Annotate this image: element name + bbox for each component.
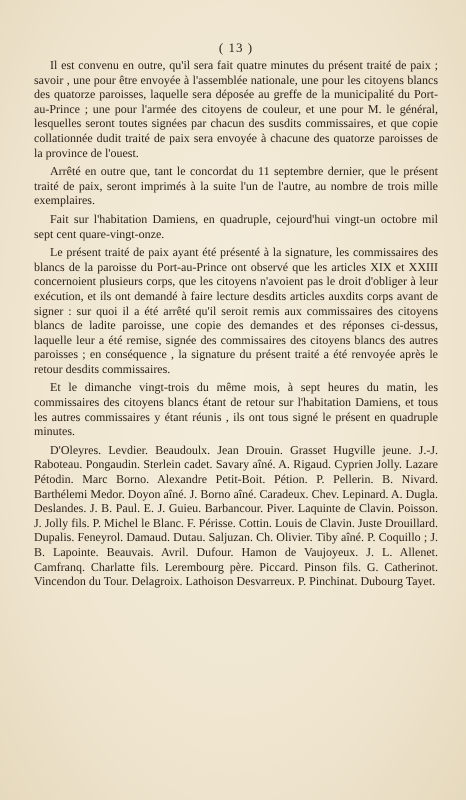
- paragraph-signing: Et le dimanche vingt-trois du même mois, à sept heures du matin, les commissaires des citoyens blancs étant de retour sur l'habitation Damiens, et tous les autres commissaires y étant réunis , ils ont tous signé le présent en quadruple minutes.: [34, 380, 438, 439]
- signatories-list: D'Oleyres. Levdier. Beaudoulx. Jean Drouin. Grasset Hugville jeune. J.-J. Raboteau. Pongaudin. Sterlein cadet. Savary aîné. A. Rigaud. Cyprien Jolly. Lazare Pétodin. Marc Borno. Alexandre Petit-Boit. Pétion. P. Pellerin. B. Nivard. Barthélemi Medor. Doyon aîné. J. Borno aîné. Caradeux. Chev. Lepinard. A. Dugla. Deslandes. J. B. Paul. E. J. Guieu. Barbancour. Piver. Laquinte de Clavin. Poisson. J. Jolly fils. P. Michel le Blanc. F. Périsse. Cottin. Louis de Clavin. Juste Drouillard. Dupalis. Feneyrol. Damaud. Dutau. Saljuzan. Ch. Olivier. Tiby aîné. P. Coquillo ; J. B. Lapointe. Beauvais. Avril. Dufour. Hamon de Vaujoyeux. J. L. Allenet. Camfranq. Charlatte fils. Lerembourg père. Piccard. Pinson fils. G. Catherinot. Vincendon du Tour. Delagroix. Lathoison Desvarreux. P. Pinchinat. Dubourg Tayet.: [34, 442, 438, 589]
- paragraph-minutes: Il est convenu en outre, qu'il sera fait quatre minutes du présent traité de paix ; savoir , une pour être envoyée à l'assemblée nationale, une pour les citoyens blancs des quatorze paroisses, laquelle sera déposée au greffe de la municipalité du Port-au-Prince ; une pour l'armée des citoyens de couleur, et une pour M. le général, lesquelles seront toutes signées par chacun des susdits commissaires, et que copie collationnée dudit traité de paix sera envoyée à chacune des quatorze paroisses de la province de l'ouest.: [34, 58, 438, 160]
- paragraph-date: Fait sur l'habitation Damiens, en quadruple, cejourd'hui vingt-un octobre mil sept cent quare-vingt-onze.: [34, 211, 438, 241]
- paragraph-signature-deferral: Le présent traité de paix ayant été présenté à la signature, les commissaires des blancs de la paroisse du Port-au-Prince ont observé que les articles XIX et XXIII concernoient plusieurs corps, que les citoyens n'avoient pas le droit d'obliger à leur exécution, et ils ont demandé à faire lecture desdits articles auxdits corps avant de signer : sur quoi il a été arrêté qu'il seroit remis aux commissaires des citoyens blancs de ladite paroisse, une copie des demandes et des réponses ci-dessus, laquelle leur a été remise, signée des commissaires des citoyens blancs des autres paroisses ; en conséquence , la signature du présent traité a été renvoyée après le retour desdits commissaires.: [34, 245, 438, 376]
- paragraph-printing: Arrêté en outre que, tant le concordat du 11 septembre dernier, que le présent traité de paix, seront imprimés à la suite l'un de l'autre, au nombre de trois mille exemplaires.: [34, 164, 438, 208]
- page-number: ( 13 ): [218, 40, 254, 55]
